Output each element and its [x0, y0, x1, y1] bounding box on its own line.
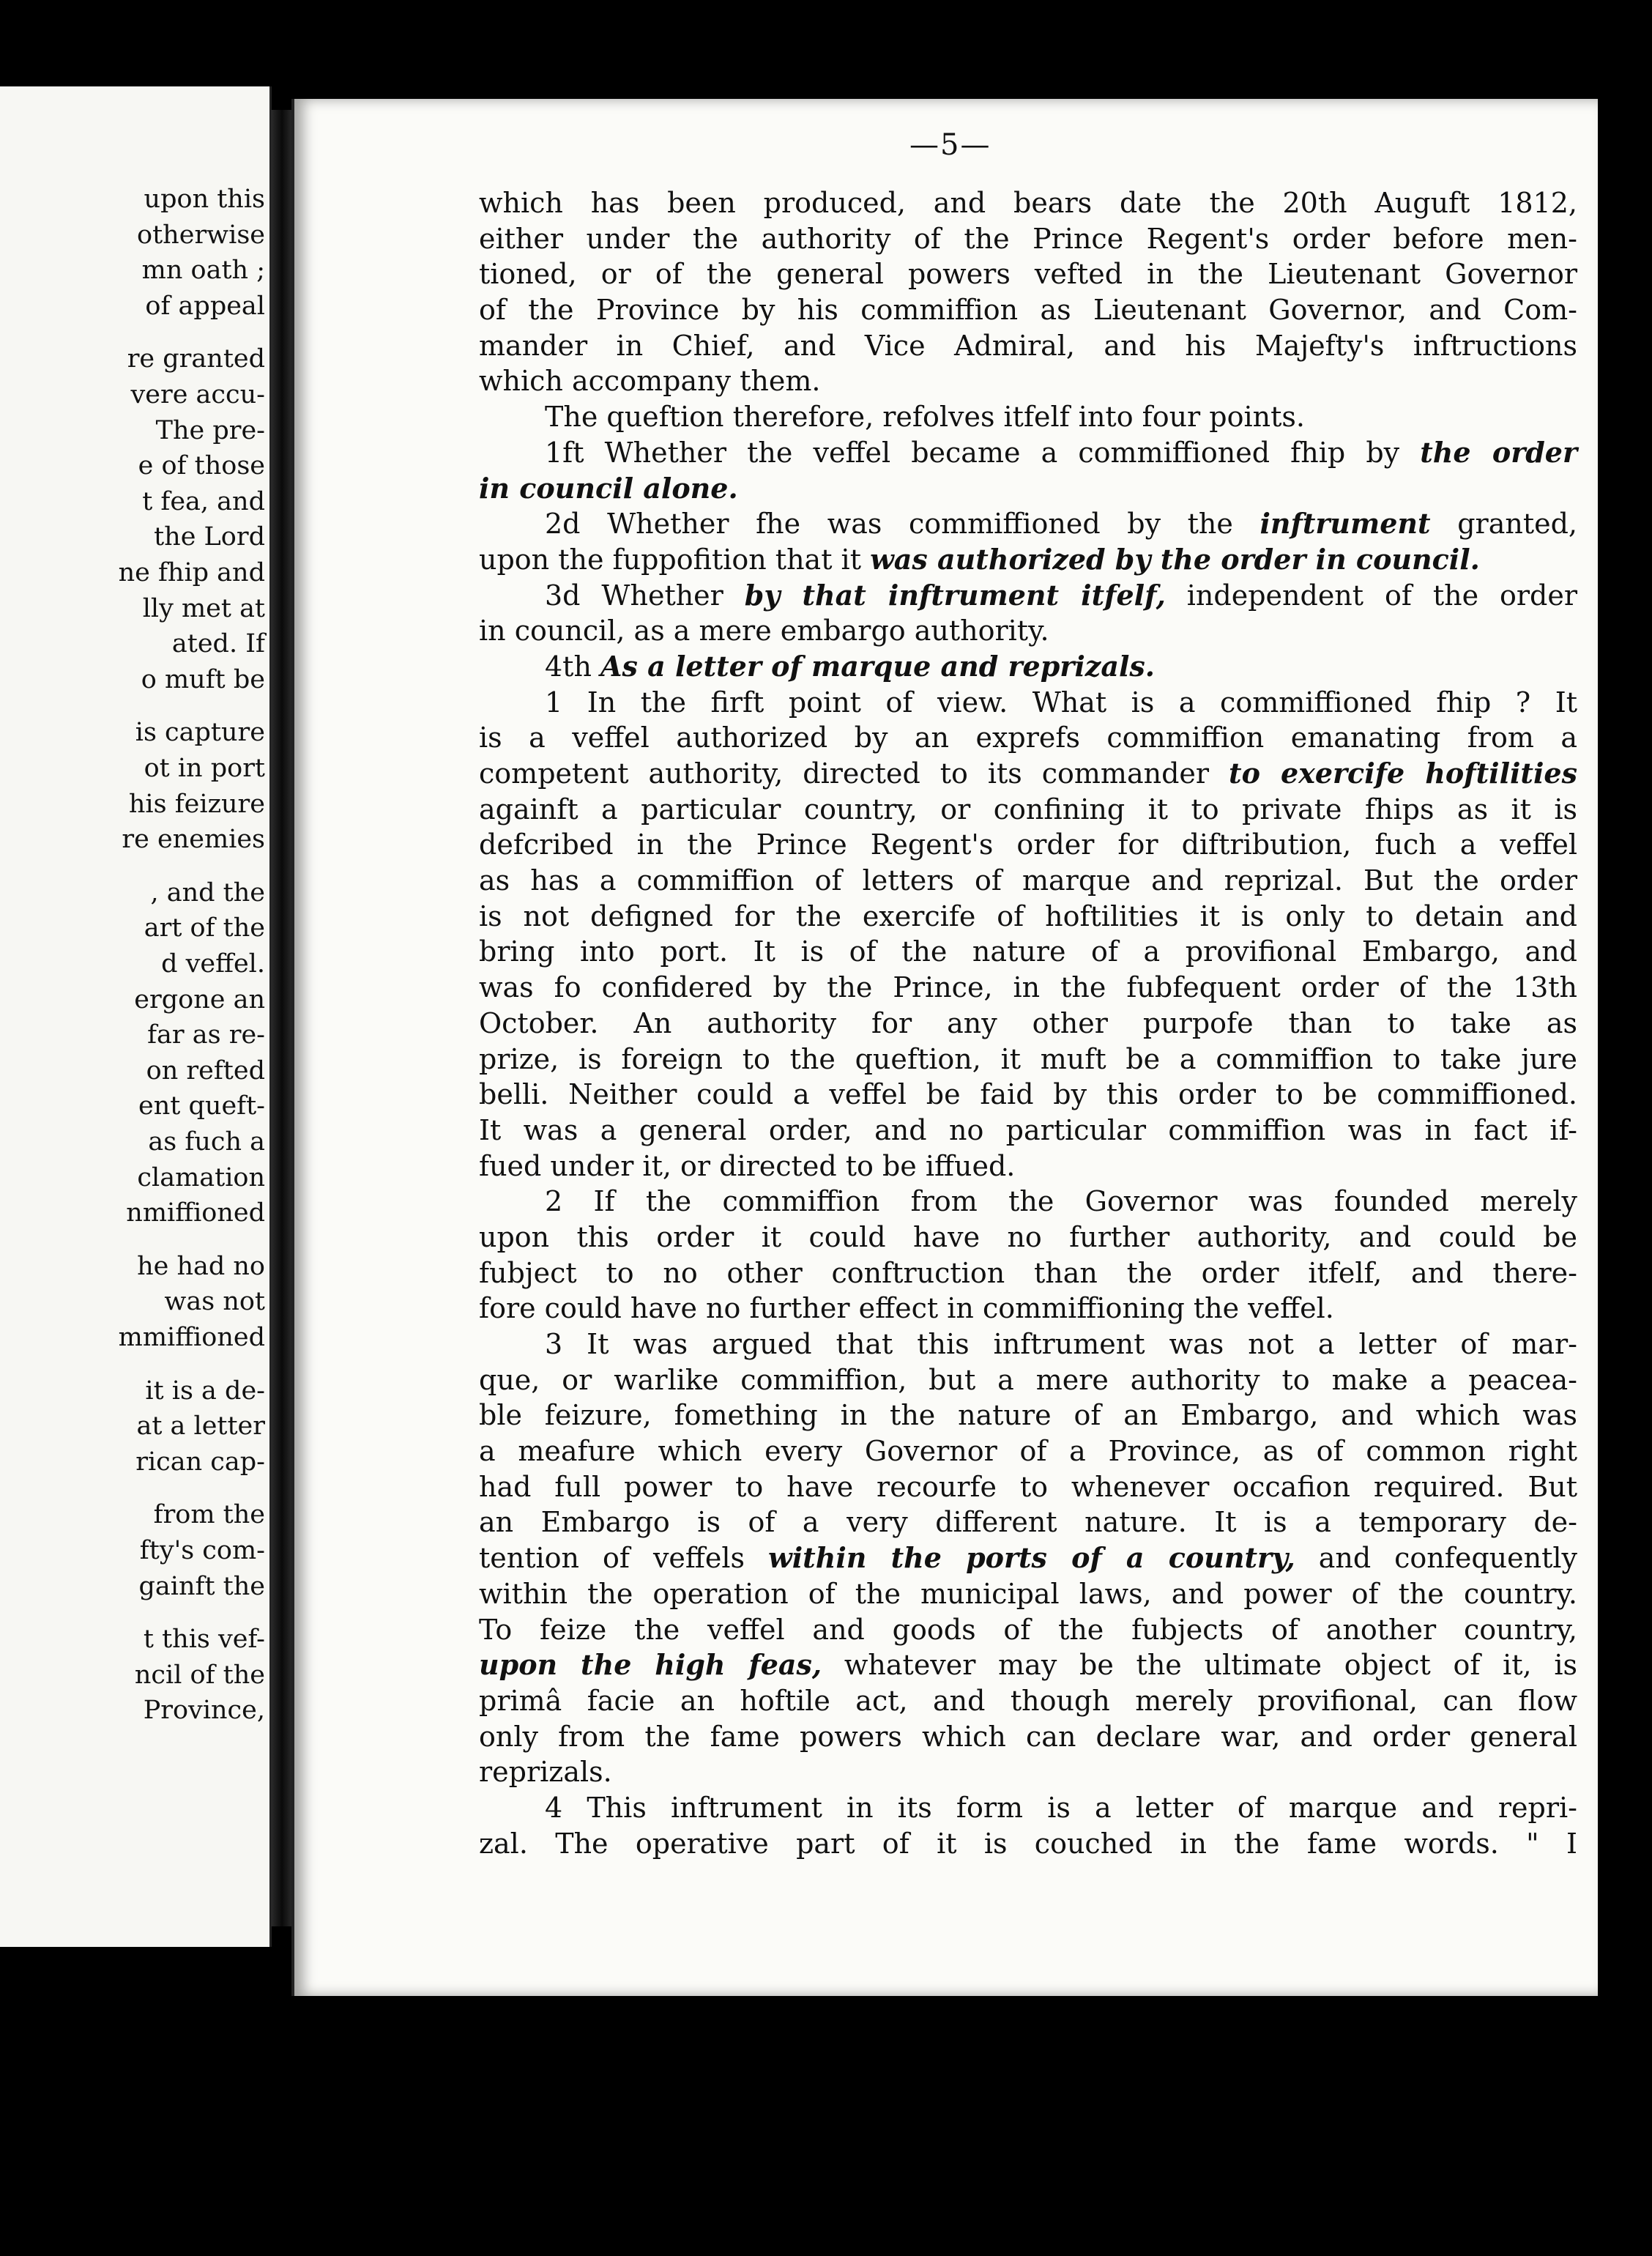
text-run: 1ft Whether the veffel became a commiffioned fhip by: [545, 436, 1421, 469]
text-run: 1 In the firft point of view. What is a commiffioned fhip ? It: [545, 686, 1577, 719]
facing-page-text: [0, 86, 269, 1947]
text-run: which has been produced, and bears date the 20th Auguft 1812,: [479, 187, 1577, 219]
text-line: [479, 899, 1577, 935]
book-page: [291, 99, 1598, 1996]
text-line: [479, 934, 1577, 970]
text-run: 4 This inftrument in its form is a letter of marque and repri-: [545, 1791, 1577, 1824]
italic-text-run: the order: [1420, 435, 1577, 469]
text-line: [479, 1576, 1577, 1612]
facing-page-line: as fuch a: [148, 1127, 265, 1157]
text-line: [479, 1220, 1577, 1255]
text-line: [479, 1754, 1577, 1790]
text-line: [479, 1077, 1577, 1113]
text-run: defcribed in the Prince Regent's order for diftribution, fuch a veffel: [479, 828, 1577, 861]
facing-page-line: gainft the: [138, 1571, 265, 1601]
text-run: primâ facie an hoftile act, and though merely provifional, can flow: [479, 1684, 1577, 1717]
facing-page-line: art of the: [144, 913, 265, 943]
text-run: upon the fuppofition that it: [479, 543, 871, 576]
text-run: 2 If the commiffion from the Governor was founded merely: [545, 1185, 1577, 1218]
text-line: [479, 506, 1577, 542]
text-line: [479, 792, 1577, 828]
text-line: [479, 1504, 1577, 1540]
text-run: prize, is foreign to the queftion, it muft be a commiffion to take jure: [479, 1042, 1577, 1075]
facing-page-line: Province,: [143, 1696, 265, 1726]
text-line: [479, 328, 1577, 364]
text-line: [479, 1006, 1577, 1042]
text-line: [479, 1540, 1577, 1576]
italic-text-run: within the ports of a country,: [768, 1541, 1295, 1575]
text-run: in council, as a mere embargo authority.: [479, 615, 1049, 648]
text-line: [479, 221, 1577, 257]
text-line: [479, 1398, 1577, 1433]
facing-page-line: The pre-: [155, 415, 265, 445]
text-run: tioned, or of the general powers vefted in the Lieutenant Governor: [479, 258, 1577, 291]
text-line: [479, 471, 1577, 507]
text-run: fued under it, or directed to be iffued.: [479, 1149, 1016, 1182]
facing-page-line: nmiffioned: [126, 1198, 265, 1228]
text-run: which accompany them.: [479, 365, 821, 398]
text-run: of the Province by his commiffion as Lieutenant Governor, and Com-: [479, 294, 1577, 327]
text-line: [479, 1790, 1577, 1826]
text-line: [479, 827, 1577, 863]
facing-page-line: upon this: [144, 185, 265, 214]
facing-page-fragment: [0, 86, 272, 1947]
facing-page-line: is capture: [135, 718, 265, 748]
facing-page-line: was not: [164, 1287, 265, 1317]
text-line: [479, 1647, 1577, 1683]
facing-page-line: his feizure: [128, 789, 265, 819]
text-line: [479, 292, 1577, 328]
text-line: [479, 1826, 1577, 1862]
facing-page-line: d veffel.: [161, 949, 265, 979]
facing-page-line: re granted: [127, 344, 265, 374]
text-run: 3 It was argued that this inftrument was not a letter of mar-: [545, 1328, 1577, 1360]
text-run: is a veffel authorized by an exprefs commiffion emanating from a: [479, 721, 1577, 754]
facing-page-line: lly met at: [142, 593, 265, 623]
facing-page-line: the Lord: [154, 522, 265, 552]
facing-page-line: he had no: [137, 1251, 265, 1281]
text-run: and confequently: [1295, 1542, 1577, 1575]
text-line: [479, 1149, 1577, 1184]
text-line: [479, 1719, 1577, 1755]
text-run: granted,: [1430, 508, 1577, 541]
text-run: tention of veffels: [479, 1542, 769, 1575]
facing-page-line: mmiffioned: [118, 1323, 265, 1352]
text-run: as has a commiffion of letters of marque and reprizal. But the order: [479, 864, 1577, 897]
facing-page-line: otherwise: [137, 220, 265, 250]
facing-page-line: t fea, and: [142, 486, 265, 516]
text-line: [479, 435, 1577, 471]
text-line: [479, 1362, 1577, 1398]
book-gutter: [271, 110, 293, 1926]
facing-page-line: mn oath ;: [141, 256, 265, 286]
text-run: mander in Chief, and Vice Admiral, and his Majefty's inftructions: [479, 329, 1577, 362]
text-run: It was a general order, and no particular commiffion was in fact if-: [479, 1113, 1577, 1146]
facing-page-line: far as re-: [147, 1020, 265, 1050]
text-run: ble feizure, fomething in the nature of an Embargo, and which was: [479, 1399, 1577, 1432]
italic-text-run: by that inftrument itfelf,: [744, 578, 1166, 612]
facing-page-line: ated. If: [171, 629, 265, 659]
text-line: [479, 970, 1577, 1006]
text-line: [479, 399, 1577, 435]
text-line: [479, 1042, 1577, 1077]
text-line: [479, 685, 1577, 721]
facing-page-line: ne fhip and: [118, 558, 265, 587]
facing-page-line: rican cap-: [135, 1447, 265, 1477]
page-body-text: [479, 185, 1577, 1861]
text-line: [479, 1255, 1577, 1291]
italic-text-run: upon the high feas,: [479, 1648, 822, 1682]
italic-text-run: in council alone.: [479, 471, 738, 505]
text-run: whatever may be the ultimate object of it, is: [822, 1649, 1577, 1682]
facing-page-line: vere accu-: [130, 380, 265, 409]
text-run: had full power to have recourfe to whenever occafion required. But: [479, 1470, 1577, 1503]
text-line: [479, 185, 1577, 221]
text-run: againft a particular country, or confining it to private fhips as it is: [479, 793, 1577, 825]
text-run: The queftion therefore, refolves itfelf into four points.: [545, 401, 1305, 434]
text-line: [479, 1433, 1577, 1469]
text-line: [479, 649, 1577, 685]
facing-page-line: t this vef-: [143, 1625, 265, 1655]
text-run: To feize the veffel and goods of the fubjects of another country,: [479, 1613, 1577, 1646]
facing-page-line: at a letter: [136, 1411, 265, 1441]
text-line: [479, 756, 1577, 792]
facing-page-line: from the: [153, 1500, 265, 1530]
italic-text-run: to exercife hoftilities: [1229, 757, 1577, 790]
text-line: [479, 1683, 1577, 1719]
facing-page-line: of appeal: [145, 291, 265, 321]
italic-text-run: was authorized by the order in council.: [870, 542, 1480, 576]
text-line: [479, 542, 1577, 578]
text-run: zal. The operative part of it is couched in the fame words. " I: [479, 1827, 1577, 1860]
text-run: bring into port. It is of the nature of a provifional Embargo, and: [479, 935, 1577, 968]
text-run: is not defigned for the exercife of hoftilities it is only to detain and: [479, 899, 1577, 932]
italic-text-run: As a letter of marque and reprizals.: [600, 649, 1156, 683]
text-run: 4th: [545, 650, 600, 683]
facing-page-line: re enemies: [122, 825, 265, 855]
text-run: 3d Whether: [545, 579, 745, 612]
text-run: within the operation of the municipal laws, and power of the country.: [479, 1577, 1577, 1610]
text-run: upon this order it could have no further authority, and could be: [479, 1220, 1577, 1253]
text-run: only from the fame powers which can declare war, and order general: [479, 1720, 1577, 1753]
text-line: [479, 256, 1577, 292]
page-number: —5—: [909, 128, 991, 162]
text-line: [479, 863, 1577, 899]
text-run: a meafure which every Governor of a Province, as of common right: [479, 1435, 1577, 1468]
text-run: competent authority, directed to its commander: [479, 757, 1229, 790]
text-run: independent of the order: [1165, 579, 1577, 612]
text-line: [479, 1184, 1577, 1220]
text-line: [479, 363, 1577, 399]
facing-page-line: ent queft-: [138, 1091, 265, 1121]
text-line: [479, 1291, 1577, 1326]
text-run: either under the authority of the Prince Regent's order before men-: [479, 222, 1577, 255]
text-line: [479, 613, 1577, 649]
facing-page-line: ergone an: [134, 984, 265, 1014]
facing-page-line: it is a de-: [145, 1376, 265, 1406]
text-run: que, or warlike commiffion, but a mere authority to make a peacea-: [479, 1363, 1577, 1396]
facing-page-line: fty's com-: [139, 1536, 265, 1565]
facing-page-line: e of those: [138, 451, 265, 481]
facing-page-line: ot in port: [144, 754, 265, 783]
facing-page-line: ncil of the: [134, 1660, 265, 1690]
text-run: fore could have no further effect in commiffioning the veffel.: [479, 1292, 1334, 1325]
italic-text-run: inftrument: [1260, 507, 1431, 541]
text-line: [479, 1612, 1577, 1648]
text-run: belli. Neither could a veffel be faid by this order to be commiffioned.: [479, 1078, 1577, 1111]
text-run: fubject to no other conftruction than the order itfelf, and there-: [479, 1256, 1577, 1289]
text-line: [479, 1326, 1577, 1362]
text-line: [479, 578, 1577, 614]
text-run: October. An authority for any other purpofe than to take as: [479, 1006, 1577, 1039]
text-run: 2d Whether fhe was commiffioned by the: [545, 508, 1260, 541]
text-line: [479, 720, 1577, 756]
text-run: reprizals.: [479, 1756, 612, 1789]
text-run: was fo confidered by the Prince, in the fubfequent order of the 13th: [479, 971, 1577, 1004]
text-line: [479, 1113, 1577, 1149]
text-line: [479, 1469, 1577, 1505]
facing-page-line: on refted: [146, 1055, 265, 1086]
facing-page-line: o muft be: [141, 664, 265, 694]
text-run: an Embargo is of a very different nature. It is a temporary de-: [479, 1506, 1577, 1539]
facing-page-line: clamation: [137, 1162, 265, 1192]
facing-page-line: , and the: [150, 877, 265, 908]
